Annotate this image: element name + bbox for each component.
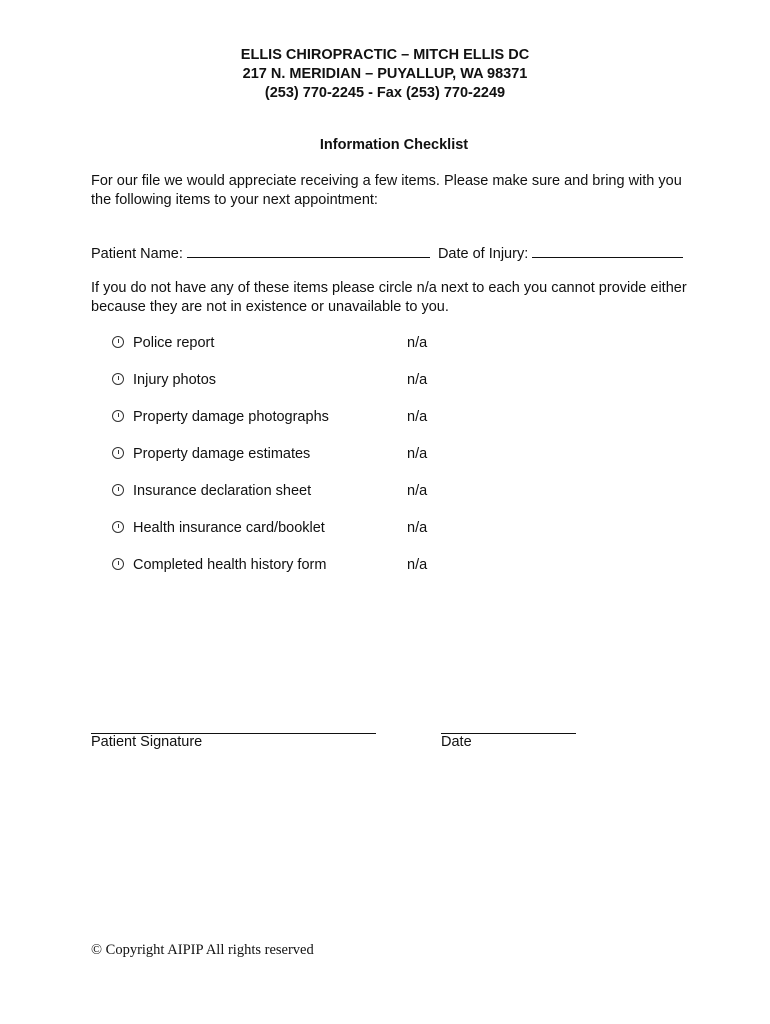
checklist-item — [112, 445, 310, 463]
bullet-icon — [112, 558, 124, 570]
copyright-notice: © Copyright AIPIP All rights reserved — [91, 942, 314, 958]
patient-name-field[interactable] — [187, 243, 430, 258]
checklist-item — [112, 334, 214, 352]
patient-name-label: Patient Name: — [91, 246, 183, 262]
checklist-item-label: Police report — [133, 335, 215, 351]
checklist-item — [112, 519, 325, 537]
bullet-icon — [112, 447, 124, 459]
document-title: Information Checklist — [319, 137, 469, 153]
na-option[interactable]: n/a — [407, 372, 428, 388]
na-option[interactable]: n/a — [407, 483, 428, 499]
patient-info-fields — [91, 243, 683, 262]
checklist-item — [112, 371, 216, 389]
na-option[interactable]: n/a — [407, 557, 428, 573]
checklist-item-label: Insurance declaration sheet — [133, 483, 312, 499]
bullet-icon — [112, 336, 124, 348]
clinic-name: ELLIS CHIROPRACTIC – MITCH ELLIS DC — [240, 47, 530, 63]
na-option[interactable]: n/a — [407, 520, 428, 536]
bullet-icon — [112, 410, 124, 422]
checklist-item-label: Property damage estimates — [133, 446, 311, 462]
checklist-item-label: Injury photos — [133, 372, 217, 388]
clinic-address: 217 N. MERIDIAN – PUYALLUP, WA 98371 — [242, 66, 528, 82]
na-option[interactable]: n/a — [407, 335, 428, 351]
checklist-item-label: Property damage photographs — [133, 409, 329, 425]
checklist-item-label: Health insurance card/booklet — [133, 520, 325, 536]
bullet-icon — [112, 484, 124, 496]
intro-paragraph: For our file we would appreciate receiving a few items. Please make sure and bring with you the following items to your next appointment: — [91, 173, 682, 208]
checklist-item — [112, 408, 329, 426]
na-option[interactable]: n/a — [407, 446, 428, 462]
checklist-item — [112, 482, 311, 500]
signature-date-label: Date — [441, 734, 472, 750]
clinic-phone-fax: (253) 770-2245 - Fax (253) 770-2249 — [264, 85, 506, 101]
checklist-item — [112, 556, 326, 574]
date-of-injury-label: Date of Injury: — [437, 246, 529, 262]
patient-signature-label: Patient Signature — [91, 734, 203, 750]
checklist-item-label: Completed health history form — [133, 557, 327, 573]
na-option[interactable]: n/a — [407, 409, 428, 425]
bullet-icon — [112, 521, 124, 533]
instructions-paragraph: If you do not have any of these items please circle n/a next to each you cannot provide either because they are not in existence or unavailable to you. — [91, 280, 687, 315]
date-of-injury-field[interactable] — [532, 243, 683, 258]
bullet-icon — [112, 373, 124, 385]
